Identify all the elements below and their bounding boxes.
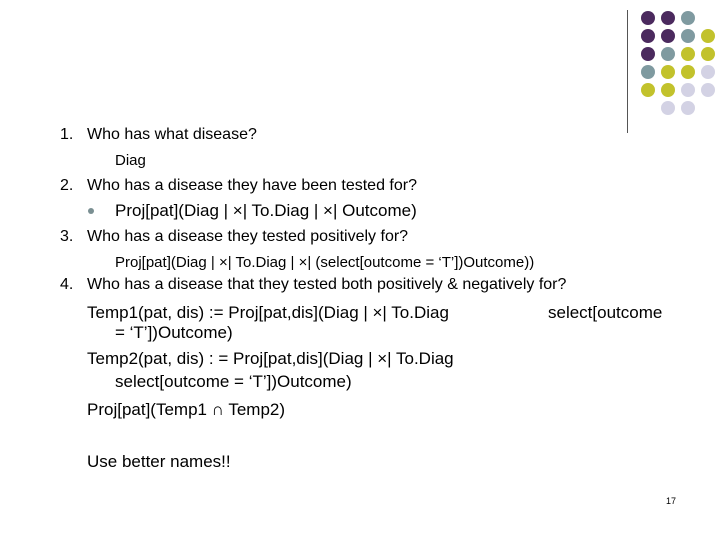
decorative-dot xyxy=(661,65,675,79)
decorative-dot xyxy=(681,47,695,61)
decorative-dot xyxy=(681,65,695,79)
decorative-dot xyxy=(681,101,695,115)
item-2-number: 2. xyxy=(60,177,74,194)
item-3-sub: Proj[pat](Diag | ×| To.Diag | ×| (select[outcome = ‘T’])Outcome)) xyxy=(115,254,535,271)
decorative-dot xyxy=(681,11,695,25)
decorative-dot xyxy=(641,11,655,25)
item-3-text: Who has a disease they tested positively for? xyxy=(87,228,409,245)
decorative-dot xyxy=(681,29,695,43)
temp1-continuation: = ‘T’])Outcome) xyxy=(115,323,233,342)
item-1-sub: Diag xyxy=(115,152,146,169)
item-1-number: 1. xyxy=(60,126,74,143)
temp2-line: Temp2(pat, dis) : = Proj[pat,dis](Diag | ×| To.Diag xyxy=(87,349,454,368)
temp1-line: Temp1(pat, dis) := Proj[pat,dis](Diag | ×| To.Diag xyxy=(87,303,449,322)
decorative-dot xyxy=(641,29,655,43)
decorative-dot xyxy=(701,83,715,97)
decorative-dot xyxy=(641,47,655,61)
temp1-select: select[outcome xyxy=(548,303,663,322)
decorative-dot xyxy=(681,83,695,97)
bullet-dot xyxy=(88,208,94,214)
item-4-text: Who has a disease that they tested both positively & negatively for? xyxy=(87,276,567,293)
temp2-continuation: select[outcome = ‘T’])Outcome) xyxy=(115,372,352,391)
decorative-dot xyxy=(701,65,715,79)
decorative-dot xyxy=(661,11,675,25)
page-number: 17 xyxy=(666,496,677,506)
decorative-vertical-line xyxy=(627,10,628,133)
item-4-number: 4. xyxy=(60,276,74,293)
note-text: Use better names!! xyxy=(87,452,231,471)
decorative-dot xyxy=(661,83,675,97)
decorative-dot xyxy=(661,101,675,115)
item-2-text: Who has a disease they have been tested for? xyxy=(87,177,417,194)
final-projection: Proj[pat](Temp1 ∩ Temp2) xyxy=(87,400,286,419)
decorative-dot xyxy=(701,29,715,43)
item-3-number: 3. xyxy=(60,228,74,245)
item-2-sub: Proj[pat](Diag | ×| To.Diag | ×| Outcome) xyxy=(115,201,417,220)
decorative-dot xyxy=(641,83,655,97)
decorative-dot xyxy=(641,65,655,79)
decorative-dot-grid xyxy=(0,0,720,140)
decorative-dot xyxy=(661,47,675,61)
decorative-dot xyxy=(701,47,715,61)
item-1-text: Who has what disease? xyxy=(87,126,257,143)
decorative-dot xyxy=(661,29,675,43)
